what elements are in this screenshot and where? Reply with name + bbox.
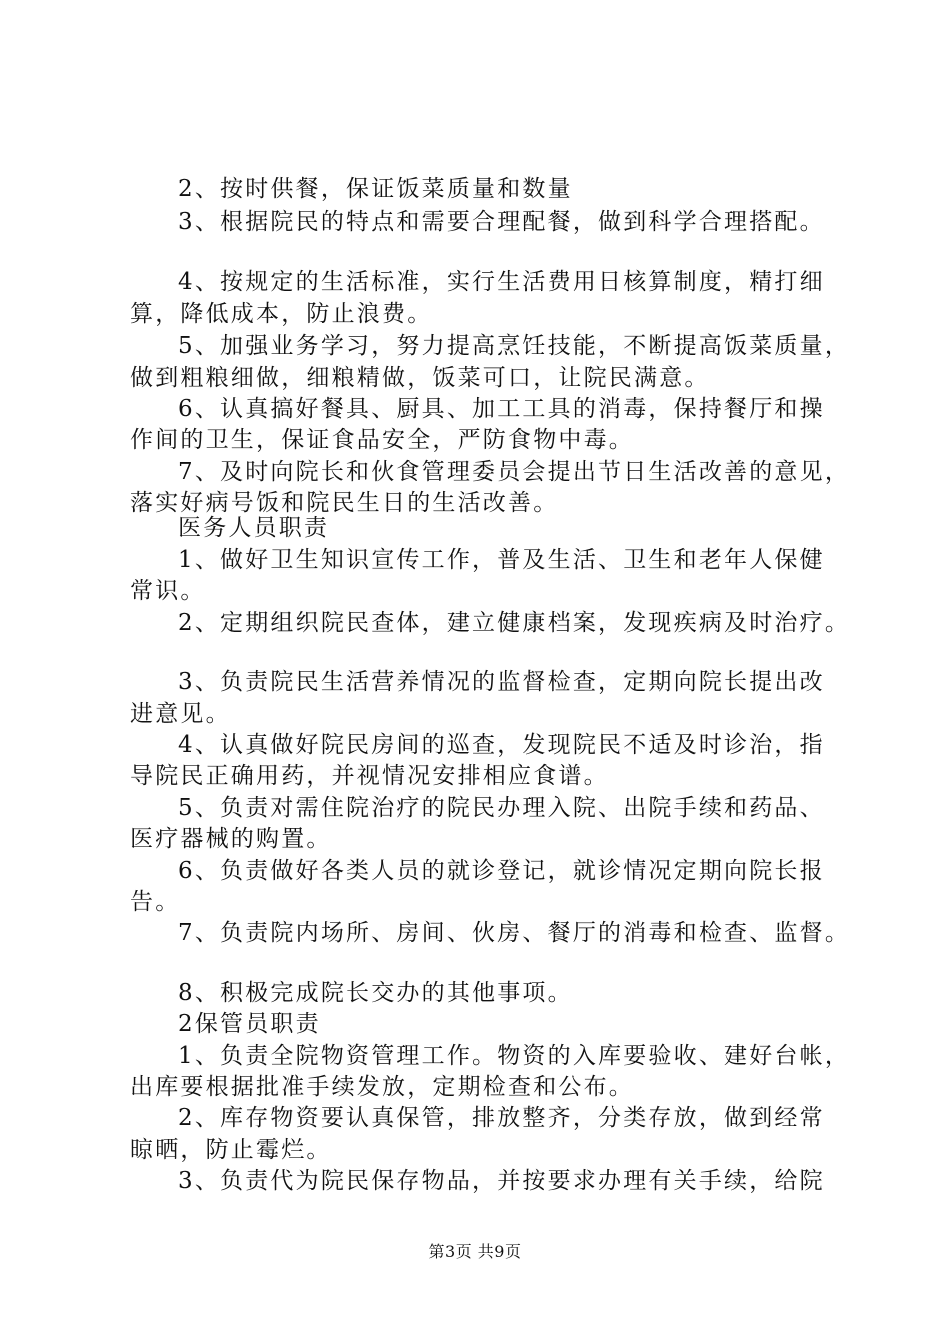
- text-line: 医疗器械的购置。: [130, 826, 332, 852]
- text-line: 3、负责代为院民保存物品，并按要求办理有关手续，给院: [178, 1168, 825, 1194]
- text-line: 7、及时向院长和伙食管理委员会提出节日生活改善的意见，: [178, 459, 851, 485]
- text-line: 1、做好卫生知识宣传工作，普及生活、卫生和老年人保健: [178, 547, 825, 573]
- text-line: 告。: [130, 889, 181, 915]
- text-line: 4、认真做好院民房间的巡查，发现院民不适及时诊治，指: [178, 732, 825, 758]
- text-line: 5、加强业务学习，努力提高烹饪技能，不断提高饭菜质量，: [178, 333, 851, 359]
- text-line: 6、负责做好各类人员的就诊登记，就诊情况定期向院长报: [178, 858, 825, 884]
- text-line: 晾晒，防止霉烂。: [130, 1137, 332, 1163]
- section-heading: 医务人员职责: [178, 515, 330, 541]
- text-line: 4、按规定的生活标准，实行生活费用日核算制度，精打细: [178, 269, 825, 295]
- text-line: 出库要根据批准手续发放，定期检查和公布。: [130, 1074, 634, 1100]
- text-line: 7、负责院内场所、房间、伙房、餐厅的消毒和检查、监督。: [178, 920, 851, 946]
- text-line: 导院民正确用药，并视情况安排相应食谱。: [130, 763, 609, 789]
- text-line: 1、负责全院物资管理工作。物资的入库要验收、建好台帐，: [178, 1043, 851, 1069]
- text-line: 2、定期组织院民查体，建立健康档案，发现疾病及时治疗。: [178, 610, 851, 636]
- text-line: 2、库存物资要认真保管，排放整齐，分类存放，做到经常: [178, 1105, 825, 1131]
- text-line: 进意见。: [130, 701, 231, 727]
- text-line: 8、积极完成院长交办的其他事项。: [178, 980, 573, 1006]
- text-line: 常识。: [130, 578, 206, 604]
- text-line: 2、按时供餐，保证饭菜质量和数量: [178, 176, 573, 202]
- text-line: 算，降低成本，防止浪费。: [130, 301, 433, 327]
- text-line: 6、认真搞好餐具、厨具、加工工具的消毒，保持餐厅和操: [178, 396, 825, 422]
- section-heading: 2保管员职责: [178, 1011, 321, 1037]
- text-line: 落实好病号饭和院民生日的生活改善。: [130, 490, 559, 516]
- text-line: 3、负责院民生活营养情况的监督检查，定期向院长提出改: [178, 669, 825, 695]
- text-line: 3、根据院民的特点和需要合理配餐，做到科学合理搭配。: [178, 209, 825, 235]
- text-line: 作间的卫生，保证食品安全，严防食物中毒。: [130, 427, 634, 453]
- text-line: 做到粗粮细做，细粮精做，饭菜可口，让院民满意。: [130, 365, 710, 391]
- text-line: 5、负责对需住院治疗的院民办理入院、出院手续和药品、: [178, 795, 825, 821]
- page-footer: 第3页 共9页: [428, 1242, 522, 1261]
